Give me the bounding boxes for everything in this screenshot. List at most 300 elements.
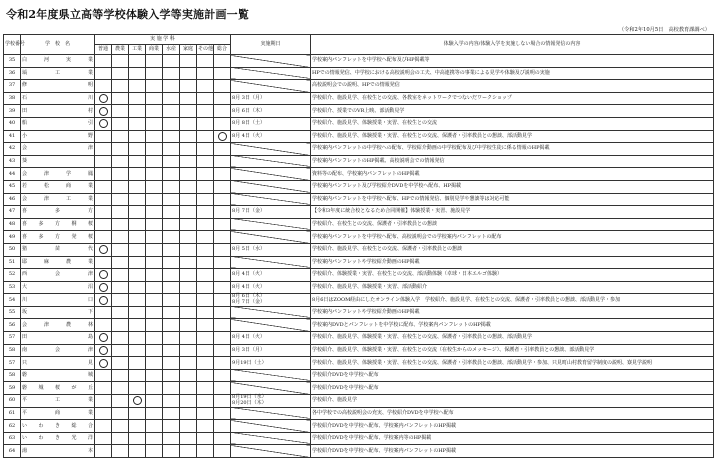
course-cell bbox=[146, 256, 163, 269]
table-row bbox=[4, 281, 714, 294]
date-text: 8月 5日（水） bbox=[232, 246, 265, 253]
course-cell bbox=[95, 382, 112, 395]
course-cell bbox=[197, 407, 214, 420]
course-cell bbox=[146, 92, 163, 105]
course-cell bbox=[197, 105, 214, 118]
course-cell bbox=[163, 382, 180, 395]
course-cell bbox=[214, 319, 231, 332]
date-text: 8月 6日（木） bbox=[232, 293, 265, 300]
date-cell bbox=[231, 357, 311, 370]
course-cell bbox=[214, 395, 231, 408]
course-cell bbox=[214, 130, 231, 143]
course-cell bbox=[197, 67, 214, 80]
course-cell bbox=[112, 382, 129, 395]
course-cell bbox=[214, 180, 231, 193]
content-text: 学校紹介、施設見学、体験授業・実習、在校生との交流（在校生からのメッセージ）、保護者・引率教員との懇談、部活動見学 bbox=[311, 344, 714, 357]
date-cell bbox=[231, 445, 311, 458]
course-cell bbox=[146, 206, 163, 219]
date-text: 8月 7日（金） bbox=[232, 299, 265, 306]
course-cell bbox=[129, 432, 146, 445]
course-cell bbox=[112, 155, 129, 168]
school-name: いわき光洋 bbox=[21, 432, 95, 445]
course-cell bbox=[95, 319, 112, 332]
table-row bbox=[4, 332, 714, 345]
content-text: 学校紹介DVDを中学校へ配布、学校案内パンフレットのHP掲載 bbox=[311, 445, 714, 458]
school-name: 会津 bbox=[21, 143, 95, 156]
row-number: 51 bbox=[4, 256, 21, 269]
header-course: 総合 bbox=[214, 45, 231, 55]
course-cell bbox=[163, 357, 180, 370]
course-cell bbox=[112, 445, 129, 458]
course-cell bbox=[95, 92, 112, 105]
content-text: 学校紹介DVDを中学校へ配布 bbox=[311, 369, 714, 382]
page-title: 令和2年度県立高等学校体験入学等実施計画一覧 bbox=[6, 8, 250, 21]
course-cell bbox=[146, 180, 163, 193]
course-cell bbox=[129, 55, 146, 68]
course-cell bbox=[180, 180, 197, 193]
course-cell bbox=[163, 294, 180, 307]
date-cell bbox=[231, 294, 311, 307]
course-cell bbox=[112, 80, 129, 93]
date-cell bbox=[231, 269, 311, 282]
course-cell bbox=[197, 193, 214, 206]
row-number: 54 bbox=[4, 294, 21, 307]
school-name: 修明 bbox=[21, 80, 95, 93]
school-name: 会津工業 bbox=[21, 193, 95, 206]
date-cell bbox=[231, 420, 311, 433]
date-text: 8月 3日（月） bbox=[232, 346, 265, 353]
date-text: 8月 4日（火） bbox=[232, 271, 265, 278]
course-cell bbox=[180, 294, 197, 307]
date-cell bbox=[231, 105, 311, 118]
date-cell bbox=[231, 231, 311, 244]
course-cell bbox=[197, 382, 214, 395]
header-course: 工業 bbox=[129, 45, 146, 55]
table-row bbox=[4, 180, 714, 193]
school-name: 喜多方桐桜 bbox=[21, 218, 95, 231]
row-number: 64 bbox=[4, 445, 21, 458]
course-cell bbox=[180, 206, 197, 219]
circle-mark-icon bbox=[99, 94, 108, 103]
course-cell bbox=[214, 193, 231, 206]
date-cell bbox=[231, 344, 311, 357]
date-text: 8月 7日（金） bbox=[232, 208, 265, 215]
course-cell bbox=[197, 395, 214, 408]
table-row bbox=[4, 395, 714, 408]
course-cell bbox=[112, 420, 129, 433]
course-cell bbox=[214, 92, 231, 105]
course-cell bbox=[146, 382, 163, 395]
content-text: 学校紹介、授業でのVR上映、部活動見学 bbox=[311, 105, 714, 118]
course-cell bbox=[197, 55, 214, 68]
school-name: 平工業 bbox=[21, 395, 95, 408]
table-row bbox=[4, 80, 714, 93]
table-row bbox=[4, 319, 714, 332]
course-cell bbox=[129, 369, 146, 382]
school-name: 磐城 bbox=[21, 369, 95, 382]
content-text: 学校紹介、施設見学、在校生との交流、保護者・引率教員との懇談 bbox=[311, 243, 714, 256]
course-cell bbox=[180, 143, 197, 156]
header-school: 学 校 名 bbox=[21, 35, 95, 55]
table-row bbox=[4, 407, 714, 420]
date-cell bbox=[231, 256, 311, 269]
header-course: 農業 bbox=[112, 45, 129, 55]
row-number: 45 bbox=[4, 180, 21, 193]
course-cell bbox=[129, 382, 146, 395]
table-row bbox=[4, 143, 714, 156]
content-text: 学校紹介DVDを中学校へ配布、学校案内等のHP掲載 bbox=[311, 432, 714, 445]
date-cell bbox=[231, 193, 311, 206]
course-cell bbox=[163, 407, 180, 420]
content-text: 学校紹介、施設見学、体験授業・実習、在校生との交流 bbox=[311, 117, 714, 130]
row-number: 48 bbox=[4, 218, 21, 231]
course-cell bbox=[95, 432, 112, 445]
course-cell bbox=[146, 445, 163, 458]
course-cell bbox=[214, 231, 231, 244]
school-name: 小野 bbox=[21, 130, 95, 143]
course-cell bbox=[180, 369, 197, 382]
date-cell bbox=[231, 67, 311, 80]
date-cell bbox=[231, 55, 311, 68]
course-cell bbox=[129, 243, 146, 256]
row-number: 43 bbox=[4, 155, 21, 168]
content-text: 学校紹介、施設見学、体験授業・実習、部活動紹介 bbox=[311, 281, 714, 294]
date-cell bbox=[231, 319, 311, 332]
school-name: 耶麻農業 bbox=[21, 256, 95, 269]
course-cell bbox=[180, 67, 197, 80]
school-name: 石川 bbox=[21, 92, 95, 105]
school-name: 川口 bbox=[21, 294, 95, 307]
course-cell bbox=[197, 306, 214, 319]
course-cell bbox=[129, 319, 146, 332]
date-text: 8月20日（木） bbox=[232, 399, 267, 406]
row-number: 58 bbox=[4, 369, 21, 382]
date-cell bbox=[231, 206, 311, 219]
course-cell bbox=[146, 407, 163, 420]
circle-mark-icon bbox=[99, 296, 108, 305]
content-text: 学校紹介、施設見学、体験授業・実習、在校生との交流、保護者・引率教員との懇談、部活動見学 bbox=[311, 130, 714, 143]
circle-mark-icon bbox=[99, 333, 108, 342]
course-cell bbox=[112, 193, 129, 206]
course-cell bbox=[197, 319, 214, 332]
course-cell bbox=[112, 168, 129, 181]
table-row bbox=[4, 206, 714, 219]
course-cell bbox=[163, 420, 180, 433]
course-cell bbox=[112, 130, 129, 143]
circle-mark-icon bbox=[99, 119, 108, 128]
content-text: 学校案内パンフレットや学校紹介動画のHP掲載 bbox=[311, 306, 714, 319]
row-number: 38 bbox=[4, 92, 21, 105]
course-cell bbox=[180, 407, 197, 420]
course-cell bbox=[112, 117, 129, 130]
course-cell bbox=[95, 55, 112, 68]
course-cell bbox=[180, 155, 197, 168]
course-cell bbox=[180, 357, 197, 370]
course-cell bbox=[146, 80, 163, 93]
course-cell bbox=[163, 218, 180, 231]
course-cell bbox=[129, 67, 146, 80]
date-cell bbox=[231, 332, 311, 345]
row-number: 35 bbox=[4, 55, 21, 68]
course-cell bbox=[214, 80, 231, 93]
content-text: 学校紹介DVDを中学校へ配布、学校案内パンフレットのHP掲載 bbox=[311, 420, 714, 433]
row-number: 52 bbox=[4, 269, 21, 282]
content-text: 学校紹介、施設見学 bbox=[311, 395, 714, 408]
course-cell bbox=[197, 168, 214, 181]
school-name: 若松商業 bbox=[21, 180, 95, 193]
date-cell bbox=[231, 143, 311, 156]
content-text: 【令和3年度に統合校となるため合同開催】体験授業・実習、施設見学 bbox=[311, 206, 714, 219]
table-row bbox=[4, 420, 714, 433]
date-cell bbox=[231, 382, 311, 395]
course-cell bbox=[180, 130, 197, 143]
course-cell bbox=[146, 130, 163, 143]
course-cell bbox=[95, 306, 112, 319]
content-text: 学校案内パンフレットを中学校へ配布及びHP掲載等 bbox=[311, 55, 714, 68]
circle-mark-icon bbox=[218, 132, 227, 141]
course-cell bbox=[197, 206, 214, 219]
course-cell bbox=[180, 382, 197, 395]
course-cell bbox=[214, 168, 231, 181]
course-cell bbox=[214, 281, 231, 294]
course-cell bbox=[214, 369, 231, 382]
date-cell bbox=[231, 130, 311, 143]
course-cell bbox=[146, 319, 163, 332]
course-cell bbox=[180, 344, 197, 357]
circle-mark-icon bbox=[99, 346, 108, 355]
school-name: 会津学鳳 bbox=[21, 168, 95, 181]
course-cell bbox=[197, 92, 214, 105]
course-cell bbox=[95, 357, 112, 370]
course-cell bbox=[95, 294, 112, 307]
course-cell bbox=[112, 218, 129, 231]
course-cell bbox=[112, 319, 129, 332]
table-row bbox=[4, 155, 714, 168]
row-number: 58 bbox=[4, 344, 21, 357]
course-cell bbox=[197, 269, 214, 282]
course-cell bbox=[180, 256, 197, 269]
table-row bbox=[4, 193, 714, 206]
course-cell bbox=[146, 294, 163, 307]
course-cell bbox=[112, 369, 129, 382]
course-cell bbox=[95, 206, 112, 219]
school-name: 田島 bbox=[21, 332, 95, 345]
course-cell bbox=[112, 407, 129, 420]
course-cell bbox=[112, 243, 129, 256]
row-number: 50 bbox=[4, 243, 21, 256]
course-cell bbox=[95, 407, 112, 420]
row-number: 40 bbox=[4, 117, 21, 130]
content-text: 学校紹介、施設見学、在校生との交流、各教室をネットワークでつないだワークショップ bbox=[311, 92, 714, 105]
row-number: 46 bbox=[4, 193, 21, 206]
course-cell bbox=[180, 395, 197, 408]
course-cell bbox=[129, 395, 146, 408]
course-cell bbox=[180, 269, 197, 282]
course-cell bbox=[214, 294, 231, 307]
content-text: 学校紹介DVDを中学校へ配布 bbox=[311, 382, 714, 395]
course-cell bbox=[146, 117, 163, 130]
table-row bbox=[4, 445, 714, 458]
course-cell bbox=[197, 420, 214, 433]
course-cell bbox=[163, 243, 180, 256]
course-cell bbox=[180, 117, 197, 130]
course-cell bbox=[129, 294, 146, 307]
course-cell bbox=[214, 105, 231, 118]
content-text: 学校案内パンフレットを中学校へ配布、高校説明会での学校案内パンフレットの配布 bbox=[311, 231, 714, 244]
course-cell bbox=[146, 369, 163, 382]
row-number: 39 bbox=[4, 105, 21, 118]
content-text: 学校案内DVDとパンフレットを中学校に配布、学校案内パンフレットのHP掲載 bbox=[311, 319, 714, 332]
table-row bbox=[4, 130, 714, 143]
course-cell bbox=[129, 420, 146, 433]
table-row bbox=[4, 369, 714, 382]
course-cell bbox=[146, 55, 163, 68]
header-course: 普通 bbox=[95, 45, 112, 55]
course-cell bbox=[129, 130, 146, 143]
content-text: 学校案内パンフレットや学校紹介動画のHP掲載 bbox=[311, 256, 714, 269]
course-cell bbox=[163, 55, 180, 68]
content-text: 学校案内パンフレットを中学校へ配布、HPでの情報発信、個別見学や懇談等は対応可能 bbox=[311, 193, 714, 206]
circle-mark-icon bbox=[99, 270, 108, 279]
course-cell bbox=[163, 369, 180, 382]
date-cell bbox=[231, 117, 311, 130]
content-text: HPでの情報発信、中学校における高校説明会の工夫、中高連携等の事業による見学や体験及び説明の実施 bbox=[311, 67, 714, 80]
course-cell bbox=[197, 155, 214, 168]
row-number: 49 bbox=[4, 231, 21, 244]
course-cell bbox=[197, 332, 214, 345]
course-cell bbox=[180, 168, 197, 181]
course-cell bbox=[112, 105, 129, 118]
course-cell bbox=[214, 55, 231, 68]
school-name: いわき総合 bbox=[21, 420, 95, 433]
school-name: 喜多方発桜 bbox=[21, 231, 95, 244]
row-number: 62 bbox=[4, 420, 21, 433]
course-cell bbox=[197, 130, 214, 143]
course-cell bbox=[214, 117, 231, 130]
header-courses-group: 実 施 学 科 bbox=[95, 35, 231, 45]
course-cell bbox=[197, 80, 214, 93]
date-cell bbox=[231, 369, 311, 382]
course-cell bbox=[197, 432, 214, 445]
content-text: 学校紹介、在校生との交流、保護者・引率教員との懇談 bbox=[311, 218, 714, 231]
course-cell bbox=[214, 143, 231, 156]
course-cell bbox=[214, 332, 231, 345]
course-cell bbox=[163, 67, 180, 80]
course-cell bbox=[180, 432, 197, 445]
course-cell bbox=[129, 344, 146, 357]
row-number: 47 bbox=[4, 206, 21, 219]
course-cell bbox=[112, 357, 129, 370]
course-cell bbox=[95, 369, 112, 382]
course-cell bbox=[163, 332, 180, 345]
table-row bbox=[4, 269, 714, 282]
date-cell bbox=[231, 168, 311, 181]
course-cell bbox=[146, 332, 163, 345]
row-number: 37 bbox=[4, 80, 21, 93]
date-text: 8月 8日（土） bbox=[232, 120, 265, 127]
course-cell bbox=[163, 80, 180, 93]
date-cell bbox=[231, 432, 311, 445]
row-number: 56 bbox=[4, 319, 21, 332]
course-cell bbox=[197, 294, 214, 307]
school-name: 船引 bbox=[21, 117, 95, 130]
circle-mark-icon bbox=[133, 396, 142, 405]
course-cell bbox=[112, 180, 129, 193]
course-cell bbox=[146, 344, 163, 357]
date-cell bbox=[231, 281, 311, 294]
course-cell bbox=[180, 319, 197, 332]
content-text: 高校説明会での説明、HPでの情報発信 bbox=[311, 80, 714, 93]
course-cell bbox=[112, 92, 129, 105]
school-name: 白河実業 bbox=[21, 55, 95, 68]
header-date: 実施期日 bbox=[231, 35, 311, 55]
date-cell bbox=[231, 407, 311, 420]
date-text: 8月 4日（火） bbox=[232, 132, 265, 139]
school-name: 湯本 bbox=[21, 445, 95, 458]
table-row bbox=[4, 117, 714, 130]
course-cell bbox=[146, 357, 163, 370]
course-cell bbox=[180, 80, 197, 93]
course-cell bbox=[163, 432, 180, 445]
content-text: 学校紹介、施設見学、体験授業・実習、在校生との交流、保護者・引率教員との懇談、部活動見学・参加、只見町山村教育留学制度の説明、寮見学説明 bbox=[311, 357, 714, 370]
content-text: 学校紹介、体験授業・実習、在校生との交流、部活動体験（卓球・日本エルゴ体験） bbox=[311, 269, 714, 282]
date-cell bbox=[231, 80, 311, 93]
course-cell bbox=[129, 332, 146, 345]
course-cell bbox=[214, 306, 231, 319]
course-cell bbox=[95, 155, 112, 168]
date-text: 8月 3日（月） bbox=[232, 95, 265, 102]
date-cell bbox=[231, 155, 311, 168]
course-cell bbox=[214, 407, 231, 420]
course-cell bbox=[146, 306, 163, 319]
school-name: 大沼 bbox=[21, 281, 95, 294]
header-content: 体験入学の内容/体験入学を実施しない場合の情報発信の内容 bbox=[311, 35, 714, 55]
course-cell bbox=[95, 130, 112, 143]
course-cell bbox=[163, 231, 180, 244]
course-cell bbox=[214, 382, 231, 395]
row-number: 53 bbox=[4, 281, 21, 294]
course-cell bbox=[112, 344, 129, 357]
course-cell bbox=[180, 92, 197, 105]
course-cell bbox=[95, 445, 112, 458]
course-cell bbox=[214, 344, 231, 357]
course-cell bbox=[197, 231, 214, 244]
table-row bbox=[4, 92, 714, 105]
course-cell bbox=[112, 306, 129, 319]
course-cell bbox=[95, 281, 112, 294]
circle-mark-icon bbox=[99, 245, 108, 254]
date-cell bbox=[231, 92, 311, 105]
course-cell bbox=[214, 243, 231, 256]
course-cell bbox=[129, 269, 146, 282]
course-cell bbox=[95, 180, 112, 193]
school-name: 会津農林 bbox=[21, 319, 95, 332]
course-cell bbox=[129, 357, 146, 370]
course-cell bbox=[112, 432, 129, 445]
course-cell bbox=[180, 306, 197, 319]
course-cell bbox=[163, 117, 180, 130]
course-cell bbox=[112, 269, 129, 282]
header-course: 家庭 bbox=[180, 45, 197, 55]
content-text: 学校紹介、施設見学、体験授業・実習、在校生との交流、保護者・引率教員との懇談、部活動見学 bbox=[311, 332, 714, 345]
course-cell bbox=[95, 105, 112, 118]
course-cell bbox=[214, 420, 231, 433]
course-cell bbox=[197, 180, 214, 193]
course-cell bbox=[129, 445, 146, 458]
course-cell bbox=[95, 168, 112, 181]
course-cell bbox=[163, 130, 180, 143]
table-row bbox=[4, 382, 714, 395]
